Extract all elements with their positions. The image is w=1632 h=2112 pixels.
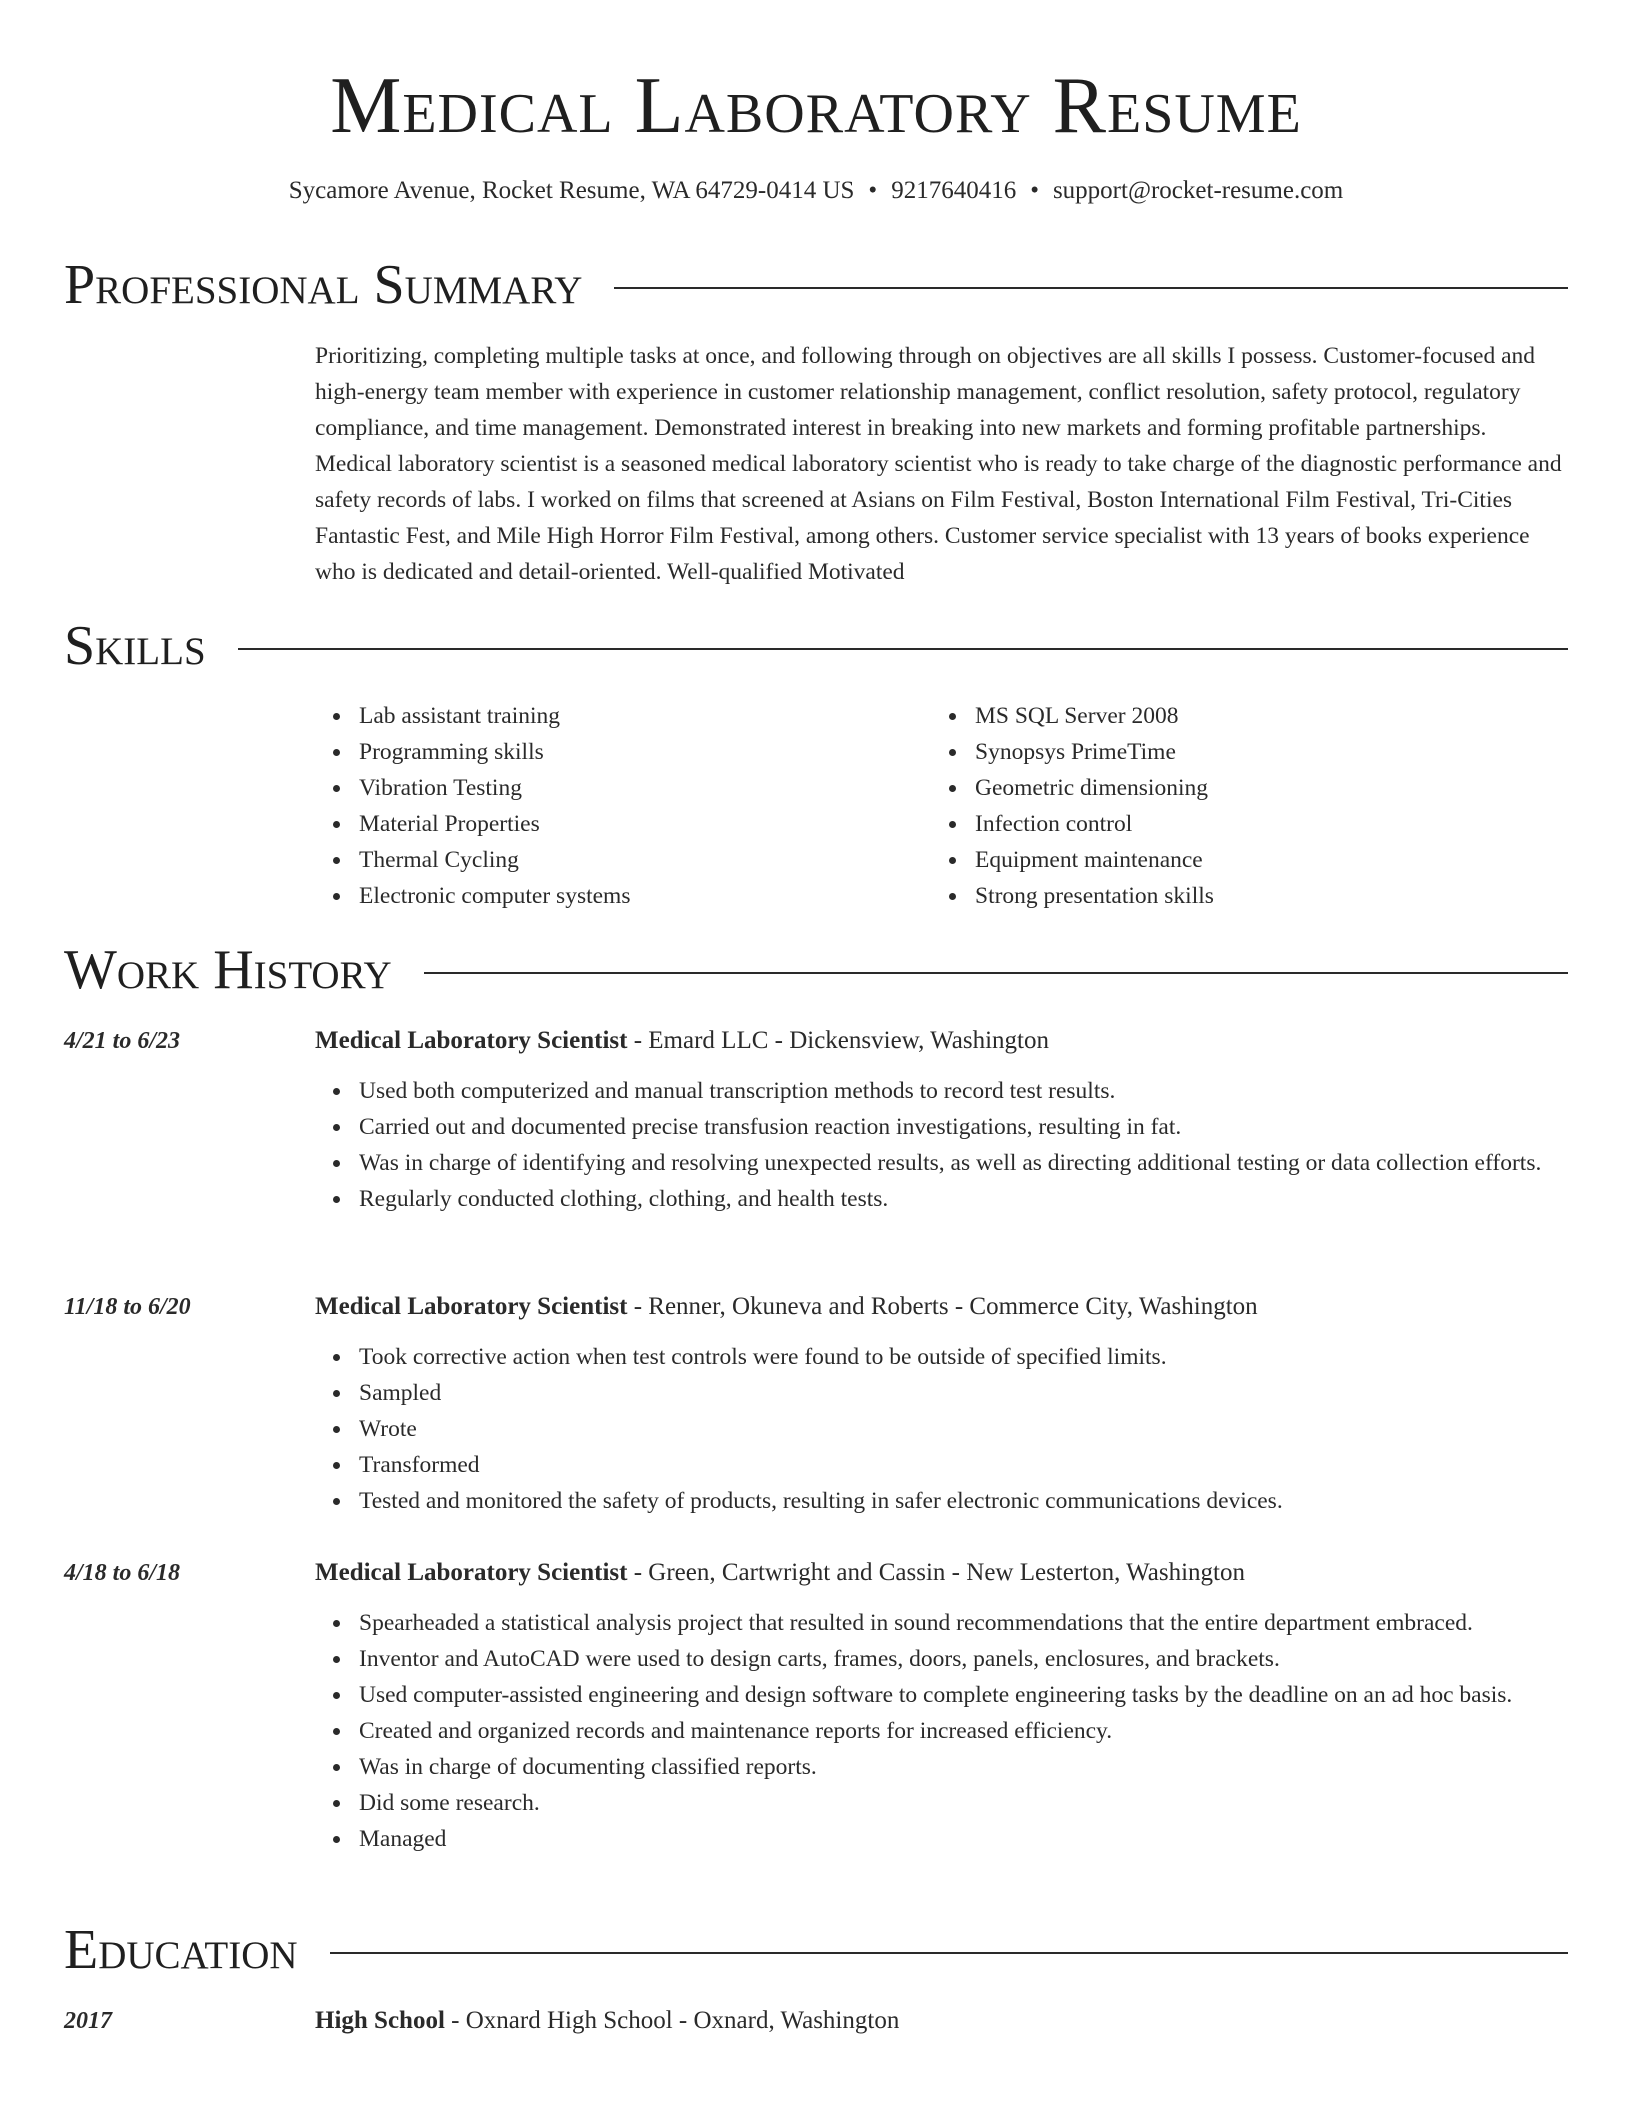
summary-content xyxy=(315,338,1568,590)
skills-column-left xyxy=(315,698,931,914)
job-bullets xyxy=(315,1339,1568,1519)
job-bullet: Managed xyxy=(359,1821,1568,1857)
skill-item: Equipment maintenance xyxy=(975,842,1547,878)
job-bullets xyxy=(315,1605,1568,1857)
summary-section-header xyxy=(64,253,1568,317)
work-section-header xyxy=(64,938,1568,1002)
job-role: Medical Laboratory Scientist xyxy=(315,1293,628,1320)
skill-item: Lab assistant training xyxy=(359,698,931,734)
education-date: 2017 xyxy=(64,2008,112,2034)
job-bullet: Transformed xyxy=(359,1447,1568,1483)
job-role: Medical Laboratory Scientist xyxy=(315,1559,628,1586)
education-entry xyxy=(315,2003,1568,2053)
contact-email[interactable]: support@rocket-resume.com xyxy=(1052,177,1344,204)
skill-item: Strong presentation skills xyxy=(975,878,1547,914)
skill-item: Material Properties xyxy=(359,806,931,842)
job-entry xyxy=(315,1023,1568,1217)
job-heading xyxy=(315,1023,1568,1059)
job-employer: - Renner, Okuneva and Roberts - Commerce City, Washington xyxy=(627,1293,1258,1320)
summary-text: Prioritizing, completing multiple tasks at once, and following through on objectives are all skills I possess. Customer-focused and high-energy team member with experience in customer relationship management, conflict resolution, safety protocol, regulatory compliance, and time management. Demonstrated interest in breaking into new markets and forming profitable partnerships. Medical laboratory scientist is a seasoned medical laboratory scientist who is ready to take charge of the diagnostic performance and safety records of labs. I worked on films that screened at Asians on Film Festival, Boston International Film Festival, Tri-Cities Fantastic Fest, and Mile High Horror Film Festival, among others. Customer service specialist with 13 years of books experience who is dedicated and detail-oriented. Well-qualified Motivated xyxy=(315,343,1562,585)
skill-item: Vibration Testing xyxy=(359,770,931,806)
skill-item: Thermal Cycling xyxy=(359,842,931,878)
job-heading xyxy=(315,1555,1568,1591)
skill-item: MS SQL Server 2008 xyxy=(975,698,1547,734)
job-bullet: Sampled xyxy=(359,1375,1568,1411)
job-date: 4/21 to 6/23 xyxy=(64,1028,181,1054)
section-divider xyxy=(614,287,1568,289)
job-bullet: Used computer-assisted engineering and design software to complete engineering tasks by the deadline on an ad hoc basis. xyxy=(359,1677,1568,1713)
skills-list xyxy=(315,698,1568,914)
job-bullet: Carried out and documented precise transfusion reaction investigations, resulting in fat. xyxy=(359,1109,1568,1145)
contact-phone: 9217640416 xyxy=(891,177,1017,204)
job-employer: - Green, Cartwright and Cassin - New Lesterton, Washington xyxy=(627,1559,1245,1586)
skills-column-right xyxy=(931,698,1547,914)
job-bullet: Was in charge of documenting classified reports. xyxy=(359,1749,1568,1785)
contact-line xyxy=(64,174,1568,208)
skill-item: Infection control xyxy=(975,806,1547,842)
job-heading xyxy=(315,1289,1568,1325)
job-employer: - Emard LLC - Dickensview, Washington xyxy=(627,1027,1049,1054)
contact-separator: • xyxy=(868,177,878,204)
job-bullet: Did some research. xyxy=(359,1785,1568,1821)
job-bullet: Created and organized records and maintenance reports for increased efficiency. xyxy=(359,1713,1568,1749)
section-divider xyxy=(424,972,1568,974)
job-role: Medical Laboratory Scientist xyxy=(315,1027,628,1054)
education-section-header xyxy=(64,1918,1568,1982)
contact-separator: • xyxy=(1030,177,1039,204)
skill-item: Synopsys PrimeTime xyxy=(975,734,1547,770)
job-entry xyxy=(315,1289,1568,1519)
skill-item: Geometric dimensioning xyxy=(975,770,1547,806)
job-entry xyxy=(315,1555,1568,1857)
resume-title: Medical Laboratory Resume xyxy=(330,62,1302,150)
skills-section-header xyxy=(64,614,1568,678)
job-bullets xyxy=(315,1073,1568,1217)
job-bullet: Wrote xyxy=(359,1411,1568,1447)
job-date: 4/18 to 6/18 xyxy=(64,1560,181,1586)
job-date: 11/18 to 6/20 xyxy=(64,1294,191,1320)
work-section-title: Work History xyxy=(64,939,392,1001)
job-bullet: Used both computerized and manual transcription methods to record test results. xyxy=(359,1073,1568,1109)
job-bullet: Spearheaded a statistical analysis project that resulted in sound recommendations that the entire department embraced. xyxy=(359,1605,1568,1641)
education-school: - Oxnard High School - Oxnard, Washington xyxy=(444,2007,900,2034)
skill-item: Electronic computer systems xyxy=(359,878,931,914)
education-heading xyxy=(315,2003,1568,2039)
job-bullet: Tested and monitored the safety of products, resulting in safer electronic communications devices. xyxy=(359,1483,1568,1519)
summary-section-title: Professional Summary xyxy=(64,254,583,316)
skills-section-title: Skills xyxy=(64,615,206,677)
job-bullet: Was in charge of identifying and resolving unexpected results, as well as directing additional testing or data collection efforts. xyxy=(359,1145,1568,1181)
section-divider xyxy=(330,1952,1568,1954)
contact-address: Sycamore Avenue, Rocket Resume, WA 64729-0414 US xyxy=(288,177,855,204)
section-divider xyxy=(238,648,1568,650)
job-bullet: Regularly conducted clothing, clothing, and health tests. xyxy=(359,1181,1568,1217)
skill-item: Programming skills xyxy=(359,734,931,770)
job-bullet: Inventor and AutoCAD were used to design carts, frames, doors, panels, enclosures, and brackets. xyxy=(359,1641,1568,1677)
education-section-title: Education xyxy=(64,1919,298,1981)
education-degree: High School xyxy=(315,2007,445,2034)
job-bullet: Took corrective action when test controls were found to be outside of specified limits. xyxy=(359,1339,1568,1375)
